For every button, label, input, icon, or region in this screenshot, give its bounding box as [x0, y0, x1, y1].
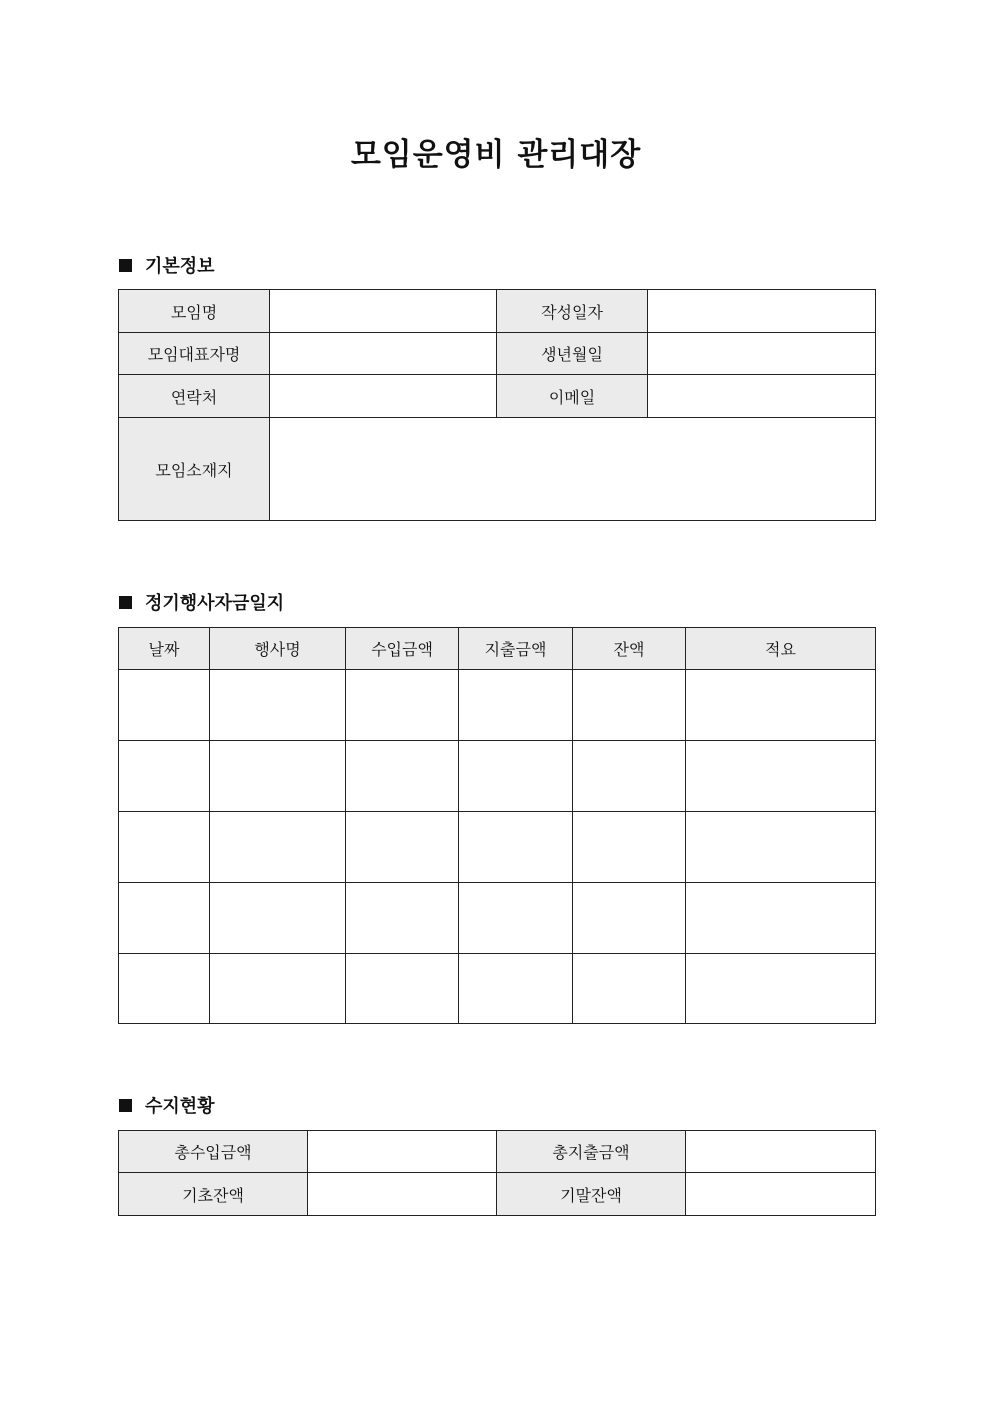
- balance-cell[interactable]: [573, 670, 686, 741]
- expense-cell[interactable]: [459, 670, 573, 741]
- table-row: [119, 333, 876, 375]
- event-name-cell[interactable]: [210, 883, 346, 954]
- balance-cell[interactable]: [573, 954, 686, 1024]
- total-expense-label: 총지출금액: [497, 1131, 686, 1173]
- income-cell[interactable]: [346, 954, 459, 1024]
- event-log-table: [118, 627, 876, 1024]
- column-header-remarks: 적요: [686, 628, 876, 670]
- table-row: [119, 375, 876, 418]
- event-name-cell[interactable]: [210, 954, 346, 1024]
- contact-field[interactable]: [270, 375, 497, 418]
- closing-balance-field[interactable]: [686, 1173, 876, 1216]
- date-cell[interactable]: [119, 670, 210, 741]
- date-cell[interactable]: [119, 812, 210, 883]
- table-row: [119, 670, 876, 741]
- closing-balance-label: 기말잔액: [497, 1173, 686, 1216]
- income-cell[interactable]: [346, 741, 459, 812]
- table-row: [119, 290, 876, 333]
- table-row: [119, 812, 876, 883]
- column-header-expense: 지출금액: [459, 628, 573, 670]
- birth-date-field[interactable]: [648, 333, 876, 375]
- page-title: 모임운영비 관리대장: [350, 137, 642, 173]
- table-row: [119, 883, 876, 954]
- date-cell[interactable]: [119, 954, 210, 1024]
- table-row: [119, 954, 876, 1024]
- balance-summary-heading-text: 수지현황: [145, 1096, 215, 1117]
- expense-cell[interactable]: [459, 883, 573, 954]
- table-row: [119, 741, 876, 812]
- balance-summary-heading: [119, 1092, 215, 1118]
- square-bullet-icon: [119, 1099, 132, 1112]
- group-name-label: 모임명: [119, 290, 270, 333]
- location-label: 모임소재지: [119, 418, 270, 521]
- basic-info-table: [118, 289, 876, 521]
- basic-info-heading: [119, 252, 215, 278]
- column-header-income: 수입금액: [346, 628, 459, 670]
- balance-cell[interactable]: [573, 741, 686, 812]
- representative-name-label: 모임대표자명: [119, 333, 270, 375]
- remarks-cell[interactable]: [686, 670, 876, 741]
- table-row: [119, 418, 876, 521]
- representative-name-field[interactable]: [270, 333, 497, 375]
- event-name-cell[interactable]: [210, 741, 346, 812]
- expense-cell[interactable]: [459, 954, 573, 1024]
- total-expense-field[interactable]: [686, 1131, 876, 1173]
- remarks-cell[interactable]: [686, 954, 876, 1024]
- contact-label: 연락처: [119, 375, 270, 418]
- total-income-field[interactable]: [308, 1131, 497, 1173]
- location-field[interactable]: [270, 418, 876, 521]
- opening-balance-label: 기초잔액: [119, 1173, 308, 1216]
- email-label: 이메일: [497, 375, 648, 418]
- income-cell[interactable]: [346, 883, 459, 954]
- expense-cell[interactable]: [459, 812, 573, 883]
- basic-info-heading-text: 기본정보: [145, 256, 215, 277]
- email-field[interactable]: [648, 375, 876, 418]
- table-header-row: [119, 628, 876, 670]
- total-income-label: 총수입금액: [119, 1131, 308, 1173]
- written-date-field[interactable]: [648, 290, 876, 333]
- remarks-cell[interactable]: [686, 741, 876, 812]
- event-log-heading: [119, 589, 284, 615]
- remarks-cell[interactable]: [686, 812, 876, 883]
- event-name-cell[interactable]: [210, 670, 346, 741]
- group-name-field[interactable]: [270, 290, 497, 333]
- balance-cell[interactable]: [573, 812, 686, 883]
- column-header-date: 날짜: [119, 628, 210, 670]
- date-cell[interactable]: [119, 741, 210, 812]
- remarks-cell[interactable]: [686, 883, 876, 954]
- balance-cell[interactable]: [573, 883, 686, 954]
- event-name-cell[interactable]: [210, 812, 346, 883]
- square-bullet-icon: [119, 596, 132, 609]
- opening-balance-field[interactable]: [308, 1173, 497, 1216]
- column-header-balance: 잔액: [573, 628, 686, 670]
- expense-cell[interactable]: [459, 741, 573, 812]
- column-header-event-name: 행사명: [210, 628, 346, 670]
- balance-summary-table: [118, 1130, 876, 1216]
- income-cell[interactable]: [346, 670, 459, 741]
- income-cell[interactable]: [346, 812, 459, 883]
- date-cell[interactable]: [119, 883, 210, 954]
- written-date-label: 작성일자: [497, 290, 648, 333]
- event-log-heading-text: 정기행사자금일지: [145, 593, 285, 614]
- birth-date-label: 생년월일: [497, 333, 648, 375]
- square-bullet-icon: [119, 259, 132, 272]
- table-row: [119, 1173, 876, 1216]
- table-row: [119, 1131, 876, 1173]
